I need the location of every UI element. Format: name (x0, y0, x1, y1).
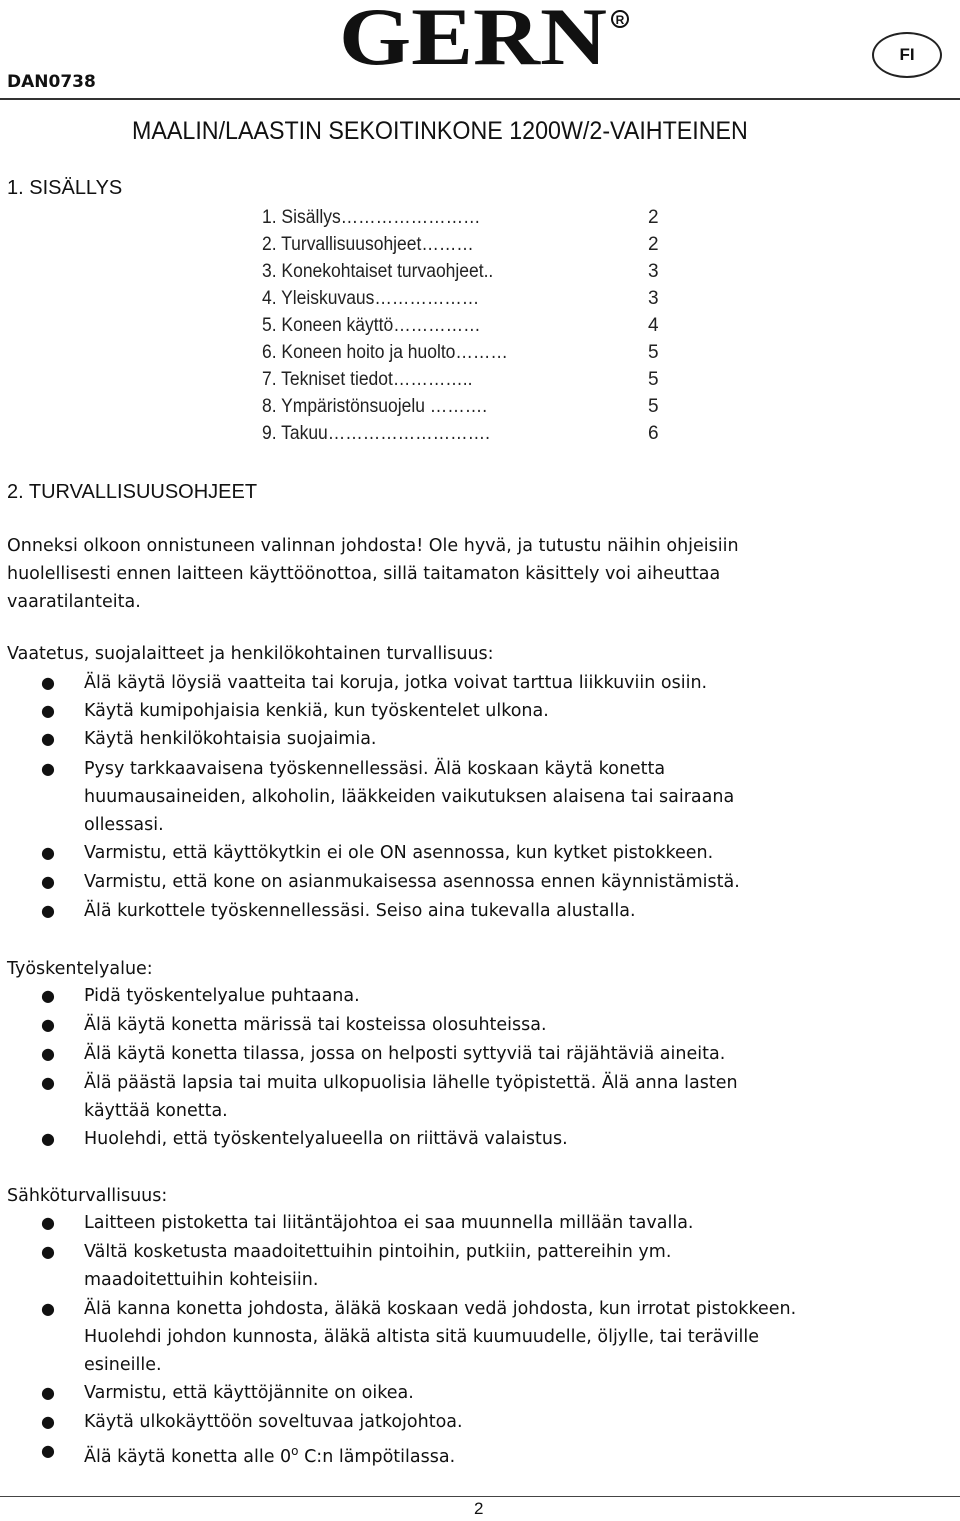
gern-logo (335, 0, 635, 68)
bullet-icon: ● (41, 729, 55, 748)
section-heading-contents: 1. SISÄLLYS (7, 177, 123, 199)
bullet-icon: ● (41, 1412, 55, 1431)
section-heading-safety: 2. TURVALLISUUSOHJEET (7, 481, 258, 503)
page-number: 2 (474, 1499, 484, 1518)
footer-divider (0, 1496, 960, 1497)
bullet-icon: ● (41, 673, 55, 692)
toc-label: 7. Tekniset tiedot………….. (262, 369, 473, 390)
bullet-icon: ● (41, 1299, 55, 1318)
toc-page: 3 (648, 288, 659, 309)
document-code: DAN0738 (7, 72, 96, 92)
intro-line: Onneksi olkoon onnistuneen valinnan johdosta! Ole hyvä, ja tutustu näihin ohjeisiin (7, 536, 739, 556)
toc-label: 4. Yleiskuvaus……………… (262, 288, 480, 309)
toc-label: 1. Sisällys…………………… (262, 207, 481, 228)
toc-label: 6. Koneen hoito ja huolto……… (262, 342, 508, 363)
document-title: MAALIN/LAASTIN SEKOITINKONE 1200W/2-VAIHTEINEN (132, 117, 748, 145)
toc-page: 6 (648, 423, 659, 444)
header-divider (0, 98, 960, 100)
toc-label: 2. Turvallisuusohjeet……… (262, 234, 474, 255)
intro-line: huolellisesti ennen laitteen käyttöönottoa, sillä taitamaton käsittely voi aiheuttaa (7, 564, 721, 584)
bullet-icon: ● (41, 1015, 55, 1034)
toc-label: 5. Koneen käyttö…………… (262, 315, 481, 336)
bullet-icon: ● (41, 843, 55, 862)
language-badge (872, 32, 942, 78)
subheading-clothing: Vaatetus, suojalaitteet ja henkilökohtainen turvallisuus: (7, 644, 494, 664)
toc-label: 3. Konekohtaiset turvaohjeet.. (262, 261, 494, 282)
toc-page: 5 (648, 369, 659, 390)
toc-page: 5 (648, 396, 659, 417)
bullet-icon: ● (41, 901, 55, 920)
bullet-icon: ● (41, 1129, 55, 1148)
bullet-icon: ● (41, 1383, 55, 1402)
logo-wordmark: GERN (339, 0, 607, 68)
toc-label: 8. Ympäristönsuojelu ………. (262, 396, 488, 417)
bullet-icon: ● (41, 1242, 55, 1261)
bullet-icon: ● (41, 759, 55, 778)
bullet-icon: ● (41, 1044, 55, 1063)
bullet-icon: ● (41, 986, 55, 1005)
bullet-icon: ● (41, 872, 55, 891)
toc-page: 4 (648, 315, 659, 336)
intro-line: vaaratilanteita. (7, 592, 141, 612)
svg-text:R: R (615, 13, 625, 27)
intro-paragraph (7, 532, 739, 616)
toc-page: 2 (648, 234, 659, 255)
subheading-electrical: Sähköturvallisuus: (7, 1186, 168, 1206)
toc-page: 3 (648, 261, 659, 282)
bullet-icon: ● (41, 1441, 55, 1460)
language-code: FI (899, 45, 915, 64)
bullet-icon: ● (41, 1073, 55, 1092)
toc-page: 2 (648, 207, 659, 228)
subheading-work-area: Työskentelyalue: (7, 959, 153, 979)
toc-label: 9. Takuu………………………. (262, 423, 490, 444)
bullet-icon: ● (41, 701, 55, 720)
bullet-icon: ● (41, 1213, 55, 1232)
toc-page: 5 (648, 342, 659, 363)
